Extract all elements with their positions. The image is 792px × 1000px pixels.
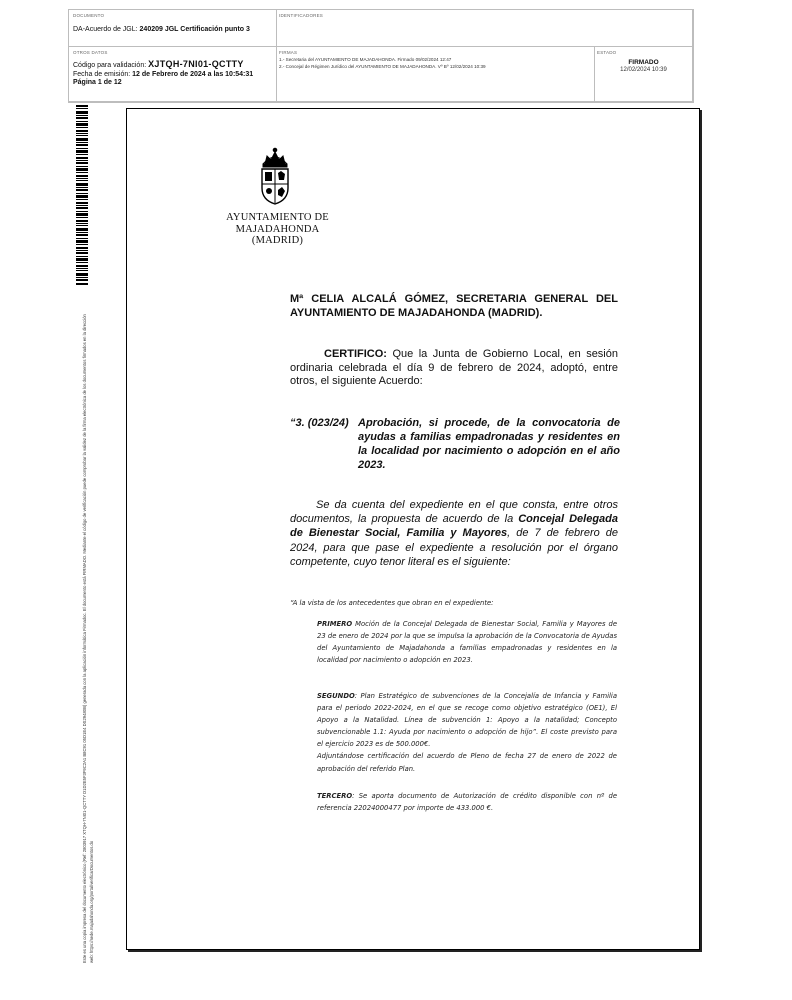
documento-value: DA-Acuerdo de JGL: 240209 JGL Certificación punto 3 (73, 26, 250, 33)
issue-date: 12 de Febrero de 2024 a las 10:54:31 (132, 70, 254, 78)
acuerdo-heading (290, 416, 620, 472)
document-header (68, 9, 694, 103)
documento-cell (69, 10, 277, 47)
barcode-icon (76, 105, 88, 285)
estado-value: FIRMADO (628, 59, 659, 66)
otros-datos-value: Código para validación: XJTQH-7NI01-QCTTY Fecha de emisión: 12 de Febrero de 2024 a las 10:54:31 Página 1 de 12 (73, 59, 254, 86)
certifico-paragraph: CERTIFICO: Que la Junta de Gobierno Local, en sesión ordinaria celebrada el día 9 de febrero de 2024, adoptó, entre otros, el siguiente Acuerdo: (290, 348, 618, 387)
tercero-paragraph: TERCERO: Se aporta documento de Autorización de crédito disponible con nº de referencia 22024000477 por importe de 433.000 €. (317, 792, 617, 813)
coat-of-arms-icon (255, 146, 295, 208)
firmas-list (279, 56, 486, 70)
estado-label: ESTADO (597, 50, 617, 55)
estado-cell (595, 47, 693, 102)
page-count: Página 1 de 12 (73, 79, 122, 86)
primero-paragraph: PRIMERO Moción de la Concejal Delegada de Bienestar Social, Familia y Mayores de 23 de enero de 2024 por la que se impulsa la aprobación de la Convocatoria de Ayudas del Ayuntamiento de Majadahonda a familias empadronadas y residentes en la localidad por nacimiento o adopción en 2023. (317, 620, 617, 665)
secretaria-heading: Mª CELIA ALCALÁ GÓMEZ, SECRETARIA GENERAL DEL AYUNTAMIENTO DE MAJADAHONDA (MADRID). (290, 293, 618, 319)
vista-line: “A la vista de los antecedentes que obran en el expediente: (290, 599, 494, 607)
firmas-cell (277, 47, 595, 102)
firmas-label: FIRMAS (279, 50, 298, 55)
estado-date: 12/02/2024 10:39 (620, 67, 667, 73)
otros-datos-cell (69, 47, 277, 102)
certifico-label: CERTIFICO: (324, 348, 387, 360)
documento-label: DOCUMENTO (73, 13, 105, 18)
identificadores-label: IDENTIFICADORES (279, 13, 324, 18)
identificadores-cell (277, 10, 693, 47)
acuerdo-number: “3. (023/24) (290, 417, 349, 429)
validation-code: XJTQH-7NI01-QCTTY (148, 59, 244, 69)
ayuntamiento-name: AYUNTAMIENTO DE MAJADAHONDA (MADRID) (226, 212, 329, 246)
acuerdo-title: Aprobación, si procede, de la convocatoria de ayudas a familias empadronadas y residentes en la localidad por nacimiento o adopción en el año 2023. (358, 417, 620, 471)
otros-datos-label: OTROS DATOS (73, 50, 108, 55)
side-verification-text: Este es una copia impresa del documento electrónico (Ref: 2803917 XTQH-7NI01-QCTTY D1D2E5F3F9C2A1 B8C91 05D1E4 DS29480B) generada con la aplicación informática Firmadoc. El documento está FIRMADO. Mediante el código de verificación puede comprobar la validez de la firma electrónica de los documentos firmados en la dirección web: https://sede.majadahonda.org/portal/verificarDocumentos.do (82, 314, 94, 963)
cuenta-paragraph: Se da cuenta del expediente en el que consta, entre otros documentos, la propuesta de acuerdo de la Concejal Delegada de Bienestar Social, Familia y Mayores, de 7 de febrero de 2024, para que pase el expediente a resolución por el órgano competente, cuyo tenor literal es el siguiente: (290, 499, 618, 568)
firma-1: 1.- Secretaria del AYUNTAMIENTO DE MAJADAHONDA. Firmado 09/02/2024 12:47 (279, 57, 452, 62)
firma-2: 2.- Concejal de Régimen Jurídico del AYUNTAMIENTO DE MAJADAHONDA. Vº Bº 12/02/2024 10:39 (279, 64, 486, 69)
segundo-paragraph: SEGUNDO: Plan Estratégico de subvenciones de la Concejalía de Infancia y Familia para el periodo 2022-2024, en el que se recoge como objetivo estratégico (OE1), El Apoyo a la Natalidad. Línea de subvención 1: Apoyo a la natalidad; Concepto subvencionable 1.1: Ayuda por nacimiento o adopción de hijo”. El coste previsto para el ejercicio 2023 es de 500.000€. Adjuntándose certificación del acuerdo de Pleno de fecha 27 de enero de 2022 de aprobación del referido Plan. (317, 692, 617, 773)
